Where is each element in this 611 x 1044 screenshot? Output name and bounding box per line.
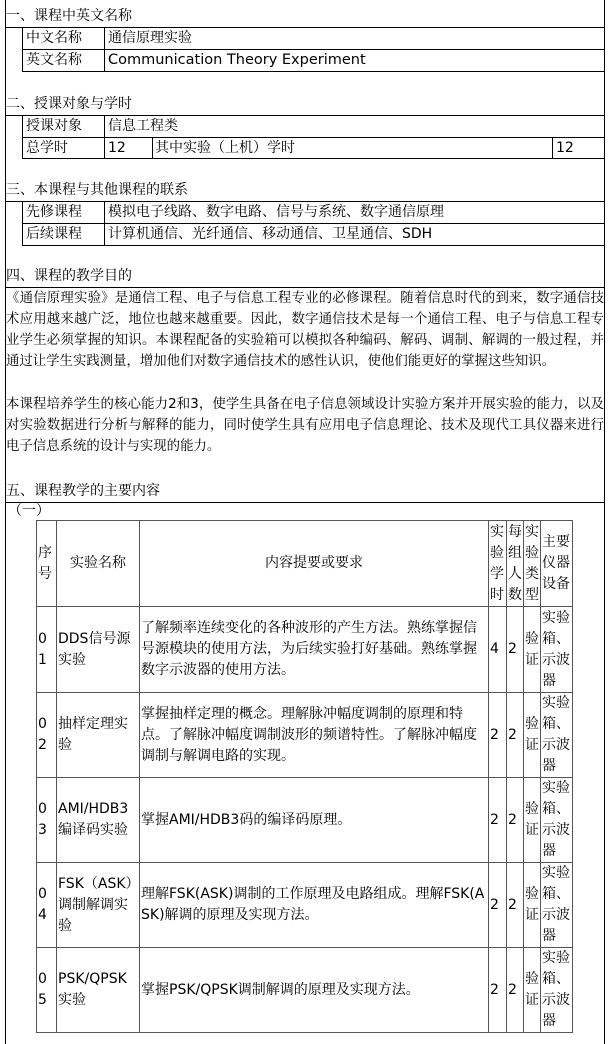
- audience-value: 信息工程类: [108, 118, 178, 134]
- row-hours: 4: [489, 607, 507, 693]
- en-name-label: 英文名称: [26, 52, 82, 68]
- row-type: 验证: [524, 693, 541, 778]
- rule: [22, 27, 23, 71]
- header-name: 实验名称: [57, 521, 140, 607]
- table-row: [37, 778, 573, 863]
- rule: [104, 115, 105, 158]
- total-hours-label: 总学时: [26, 140, 68, 156]
- row-content: 了解频率连续变化的各种波形的产生方法。熟练掌握信号源模块的使用方法，为后续实验打好基础。熟练掌握数字示波器的使用方法。: [140, 607, 489, 693]
- en-name-value: Communication Theory Experiment: [108, 52, 366, 68]
- rule: [22, 158, 605, 159]
- row-name: 抽样定理实验: [57, 693, 140, 778]
- header-equipment: 主要仪器设备: [541, 521, 573, 607]
- cn-name-label: 中文名称: [26, 30, 82, 46]
- section1-title: 一、课程中英文名称: [6, 8, 132, 24]
- audience-label: 授课对象: [26, 118, 82, 134]
- rule: [22, 245, 605, 246]
- row-content: 掌握AMI/HDB3码的编译码原理。: [140, 778, 489, 863]
- lab-hours-label: 其中实验（上机）学时: [155, 140, 295, 156]
- rule: [104, 27, 105, 71]
- header-content: 内容提要或要求: [140, 521, 489, 607]
- rule: [5, 502, 605, 503]
- followup-label: 后续课程: [26, 226, 82, 242]
- row-group: 2: [507, 607, 524, 693]
- row-name: AMI/HDB3编译码实验: [57, 778, 140, 863]
- lab-hours-value: 12: [556, 140, 574, 156]
- section4-title: 四、课程的教学目的: [6, 268, 132, 284]
- row-group: 2: [507, 778, 524, 863]
- row-equipment: 实验箱、示波器: [541, 948, 573, 1033]
- row-no: 04: [37, 863, 57, 948]
- row-type: 验证: [524, 778, 541, 863]
- row-group: 2: [507, 693, 524, 778]
- table-row: [37, 863, 573, 948]
- cn-name-value: 通信原理实验: [108, 30, 192, 46]
- row-hours: 2: [489, 863, 507, 948]
- row-content: 掌握PSK/QPSK调制解调的原理及实现方法。: [140, 948, 489, 1033]
- rule: [552, 137, 553, 158]
- header-no: 序号: [37, 521, 57, 607]
- row-content: 掌握抽样定理的概念。理解脉冲幅度调制的原理和特点。了解脉冲幅度调制波形的频谱特性。了解脉冲幅度调制与解调电路的实现。: [140, 693, 489, 778]
- table-header-row: [37, 521, 573, 607]
- row-name: DDS信号源实验: [57, 607, 140, 693]
- row-hours: 2: [489, 778, 507, 863]
- prereq-value: 模拟电子线路、数字电路、信号与系统、数字通信原理: [108, 204, 444, 220]
- table-row: [37, 607, 573, 693]
- table-row: [37, 693, 573, 778]
- section2-title: 二、授课对象与学时: [6, 96, 132, 112]
- followup-value: 计算机通信、光纤通信、移动通信、卫星通信、SDH: [108, 226, 433, 242]
- row-no: 01: [37, 607, 57, 693]
- row-equipment: 实验箱、示波器: [541, 778, 573, 863]
- row-name: PSK/QPSK实验: [57, 948, 140, 1033]
- row-no: 02: [37, 693, 57, 778]
- section5-title: 五、课程教学的主要内容: [6, 483, 160, 499]
- row-type: 验证: [524, 863, 541, 948]
- rule: [22, 201, 23, 245]
- rule: [104, 201, 105, 245]
- experiment-table: [36, 520, 573, 1033]
- section3-title: 三、本课程与其他课程的联系: [6, 182, 188, 198]
- purpose-paragraph-2: 本课程培养学生的核心能力2和3，使学生具备在电子信息领域设计实验方案并开展实验的能力，以及对实验数据进行分析与解释的能力，同时使学生具有应用电子信息理论、技术及现代工具仪器来进行电子信息系统的设计与实现的能力。: [6, 397, 604, 454]
- rule: [22, 71, 605, 72]
- purpose-paragraph-1: 《通信原理实验》是通信工程、电子与信息工程专业的必修课程。随着信息时代的到来，数字通信技术应用越来越广泛，地位也越来越重要。因此，数字通信技术是每一个通信工程、电子与信息工程专业学生必须掌握的知识。本课程配备的实验箱可以模拟各种编码、解码、调制、解调的一般过程，并通过让学生实践测量，增加他们对数字通信技术的感性认识，使他们能更好的掌握这些知识。: [6, 291, 604, 369]
- frame-left: [5, 0, 6, 1044]
- total-hours-value: 12: [108, 140, 126, 156]
- rule: [22, 115, 23, 158]
- row-group: 2: [507, 948, 524, 1033]
- table-row: [37, 948, 573, 1033]
- row-no: 05: [37, 948, 57, 1033]
- row-equipment: 实验箱、示波器: [541, 607, 573, 693]
- row-group: 2: [507, 863, 524, 948]
- row-hours: 2: [489, 948, 507, 1033]
- row-name: FSK（ASK）调制解调实验: [57, 863, 140, 948]
- row-content: 理解FSK(ASK)调制的工作原理及电路组成。理解FSK(ASK)解调的原理及实现方法。: [140, 863, 489, 948]
- rule: [5, 27, 605, 28]
- row-no: 03: [37, 778, 57, 863]
- row-type: 验证: [524, 948, 541, 1033]
- row-equipment: 实验箱、示波器: [541, 863, 573, 948]
- rule: [5, 115, 605, 116]
- section5-subtitle: （一）: [8, 503, 50, 519]
- rule: [152, 137, 153, 158]
- frame-right: [604, 0, 605, 1044]
- row-type: 验证: [524, 607, 541, 693]
- header-group: 每组人数: [507, 521, 524, 607]
- prereq-label: 先修课程: [26, 204, 82, 220]
- header-hours: 实验学时: [489, 521, 507, 607]
- row-equipment: 实验箱、示波器: [541, 693, 573, 778]
- row-hours: 2: [489, 693, 507, 778]
- header-type: 实验类型: [524, 521, 541, 607]
